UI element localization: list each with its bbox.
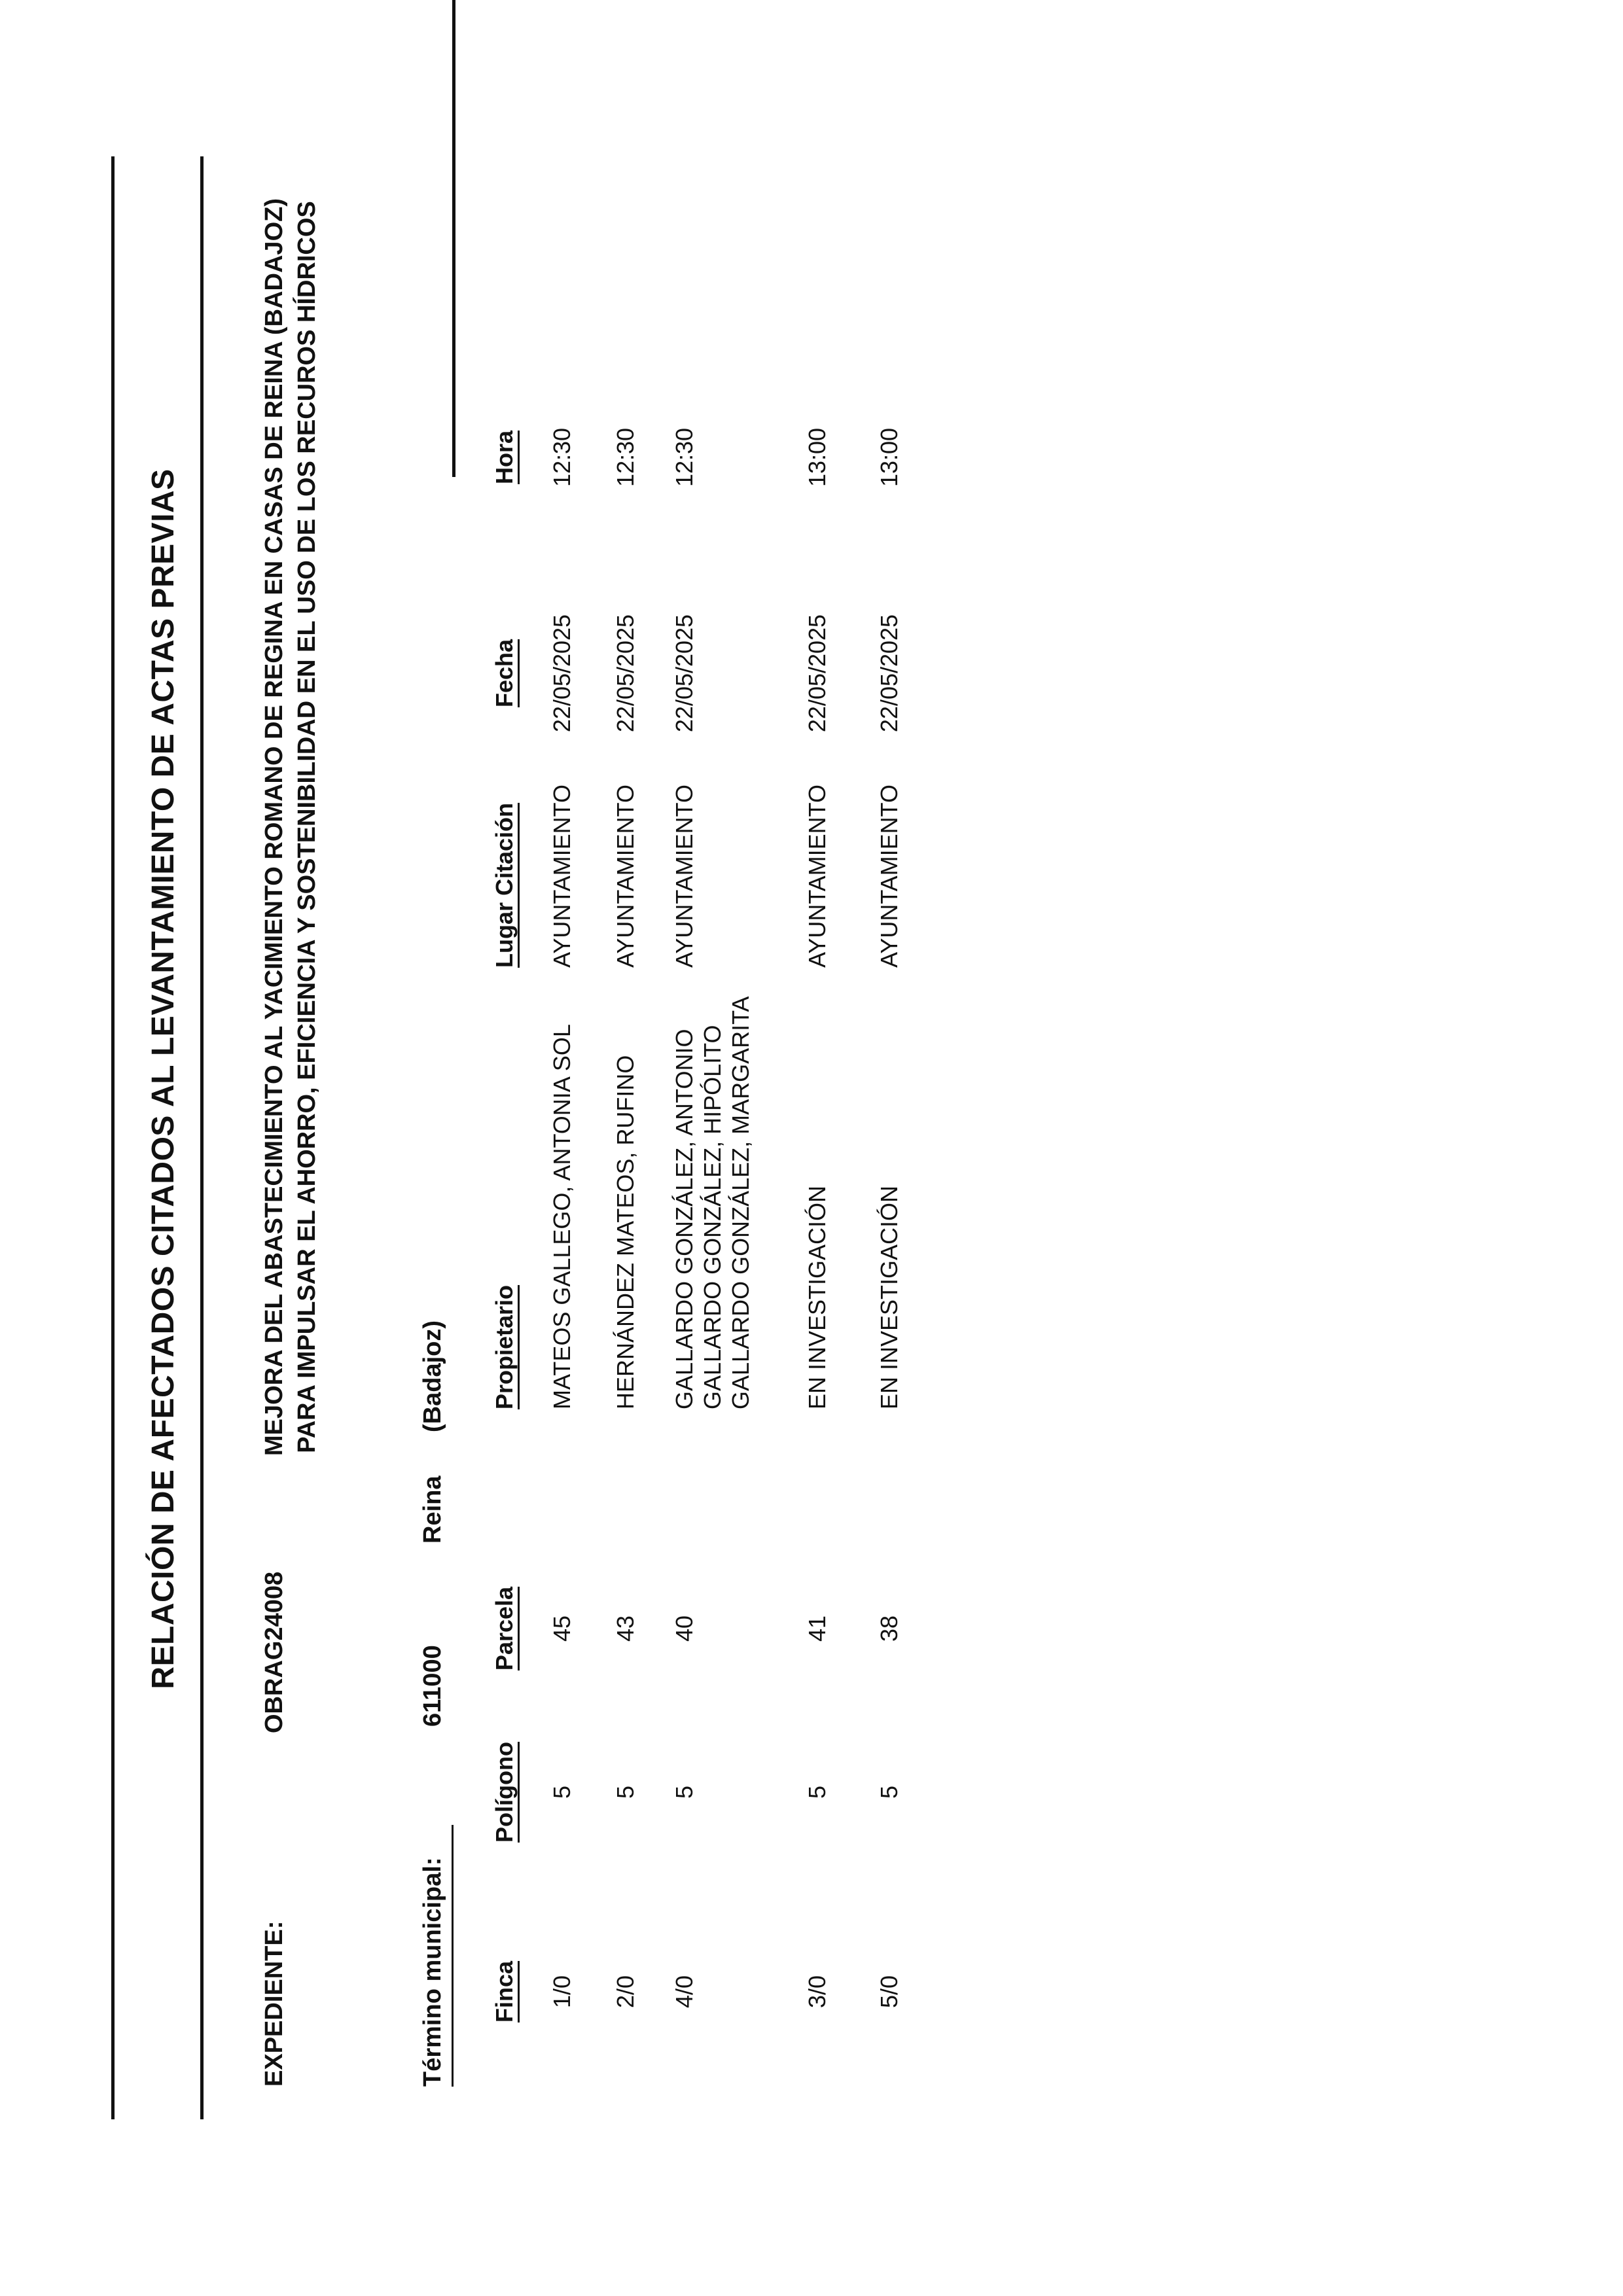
termino-label: Término municipal: bbox=[419, 1857, 446, 2087]
header-lugar: Lugar Citación bbox=[491, 802, 518, 968]
cell-poligono: 5 bbox=[876, 1785, 902, 1799]
top-border-inner bbox=[200, 156, 204, 2119]
cell-finca: 3/0 bbox=[804, 1975, 830, 2009]
cell-hora: 12:30 bbox=[612, 427, 639, 487]
cell-fecha: 22/05/2025 bbox=[876, 614, 902, 733]
cell-hora: 12:30 bbox=[671, 427, 698, 487]
cell-propietario: HERNÁNDEZ MATEOS, RUFINO bbox=[612, 1055, 639, 1409]
cell-propietario: EN INVESTIGACIÓN bbox=[804, 1185, 830, 1409]
cell-parcela: 40 bbox=[671, 1615, 698, 1642]
cell-finca: 2/0 bbox=[612, 1975, 639, 2009]
termino-province: (Badajoz) bbox=[419, 1320, 446, 1432]
cell-finca: 5/0 bbox=[876, 1975, 902, 2009]
cell-propietario: MATEOS GALLEGO, ANTONIA SOL bbox=[548, 1024, 575, 1409]
top-border-outer bbox=[111, 156, 115, 2119]
cell-lugar: AYUNTAMIENTO bbox=[671, 784, 698, 968]
header-poligono: Polígono bbox=[491, 1742, 518, 1843]
cell-finca: 4/0 bbox=[671, 1975, 698, 2009]
expediente-description-line2: PARA IMPULSAR EL AHORRO, EFICIENCIA Y SOSTENIBILIDAD EN EL USO DE LOS RECUROS HÍDRICOS bbox=[293, 201, 321, 1453]
cell-poligono: 5 bbox=[671, 1785, 698, 1799]
cell-lugar: AYUNTAMIENTO bbox=[804, 784, 830, 968]
cell-poligono: 5 bbox=[804, 1785, 830, 1799]
termino-name: Reina bbox=[419, 1475, 446, 1544]
cell-hora: 13:00 bbox=[876, 427, 902, 487]
header-propietario: Propietario bbox=[491, 1284, 518, 1409]
cell-fecha: 22/05/2025 bbox=[612, 614, 639, 733]
cell-poligono: 5 bbox=[612, 1785, 639, 1799]
cell-propietario-line1: GALLARDO GONZÁLEZ, ANTONIO bbox=[671, 1029, 698, 1409]
expediente-label: EXPEDIENTE: bbox=[260, 1920, 288, 2087]
cell-parcela: 38 bbox=[876, 1615, 902, 1642]
cell-propietario-line2: GALLARDO GONZÁLEZ, HIPÓLITO bbox=[699, 1025, 726, 1409]
cell-lugar: AYUNTAMIENTO bbox=[612, 784, 639, 968]
document-title: RELACIÓN DE AFECTADOS CITADOS AL LEVANTAMIENTO DE ACTAS PREVIAS bbox=[146, 468, 181, 1689]
cell-fecha: 22/05/2025 bbox=[671, 614, 698, 733]
cell-lugar: AYUNTAMIENTO bbox=[876, 784, 902, 968]
header-finca: Finca bbox=[491, 1960, 518, 2023]
header-bottom-rule bbox=[452, 0, 455, 477]
cell-parcela: 41 bbox=[804, 1615, 830, 1642]
cell-poligono: 5 bbox=[548, 1785, 575, 1799]
cell-finca: 1/0 bbox=[548, 1975, 575, 2009]
cell-parcela: 45 bbox=[548, 1615, 575, 1642]
cell-hora: 13:00 bbox=[804, 427, 830, 487]
expediente-description-line1: MEJORA DEL ABASTECIMIENTO AL YACIMIENTO ROMANO DE REGINA EN CASAS DE REINA (BADAJOZ) bbox=[260, 198, 288, 1456]
termino-code: 611000 bbox=[419, 1645, 446, 1727]
cell-propietario-line3: GALLARDO GONZÁLEZ, MARGARITA bbox=[727, 996, 754, 1409]
cell-hora: 12:30 bbox=[548, 427, 575, 487]
termino-underline bbox=[452, 1825, 454, 2087]
cell-parcela: 43 bbox=[612, 1615, 639, 1642]
cell-propietario: EN INVESTIGACIÓN bbox=[876, 1185, 902, 1409]
cell-lugar: AYUNTAMIENTO bbox=[548, 784, 575, 968]
header-fecha: Fecha bbox=[491, 639, 518, 708]
expediente-code: OBRAG24008 bbox=[260, 1571, 288, 1733]
header-hora: Hora bbox=[491, 430, 518, 485]
cell-fecha: 22/05/2025 bbox=[548, 614, 575, 733]
cell-fecha: 22/05/2025 bbox=[804, 614, 830, 733]
header-parcela: Parcela bbox=[491, 1586, 518, 1671]
